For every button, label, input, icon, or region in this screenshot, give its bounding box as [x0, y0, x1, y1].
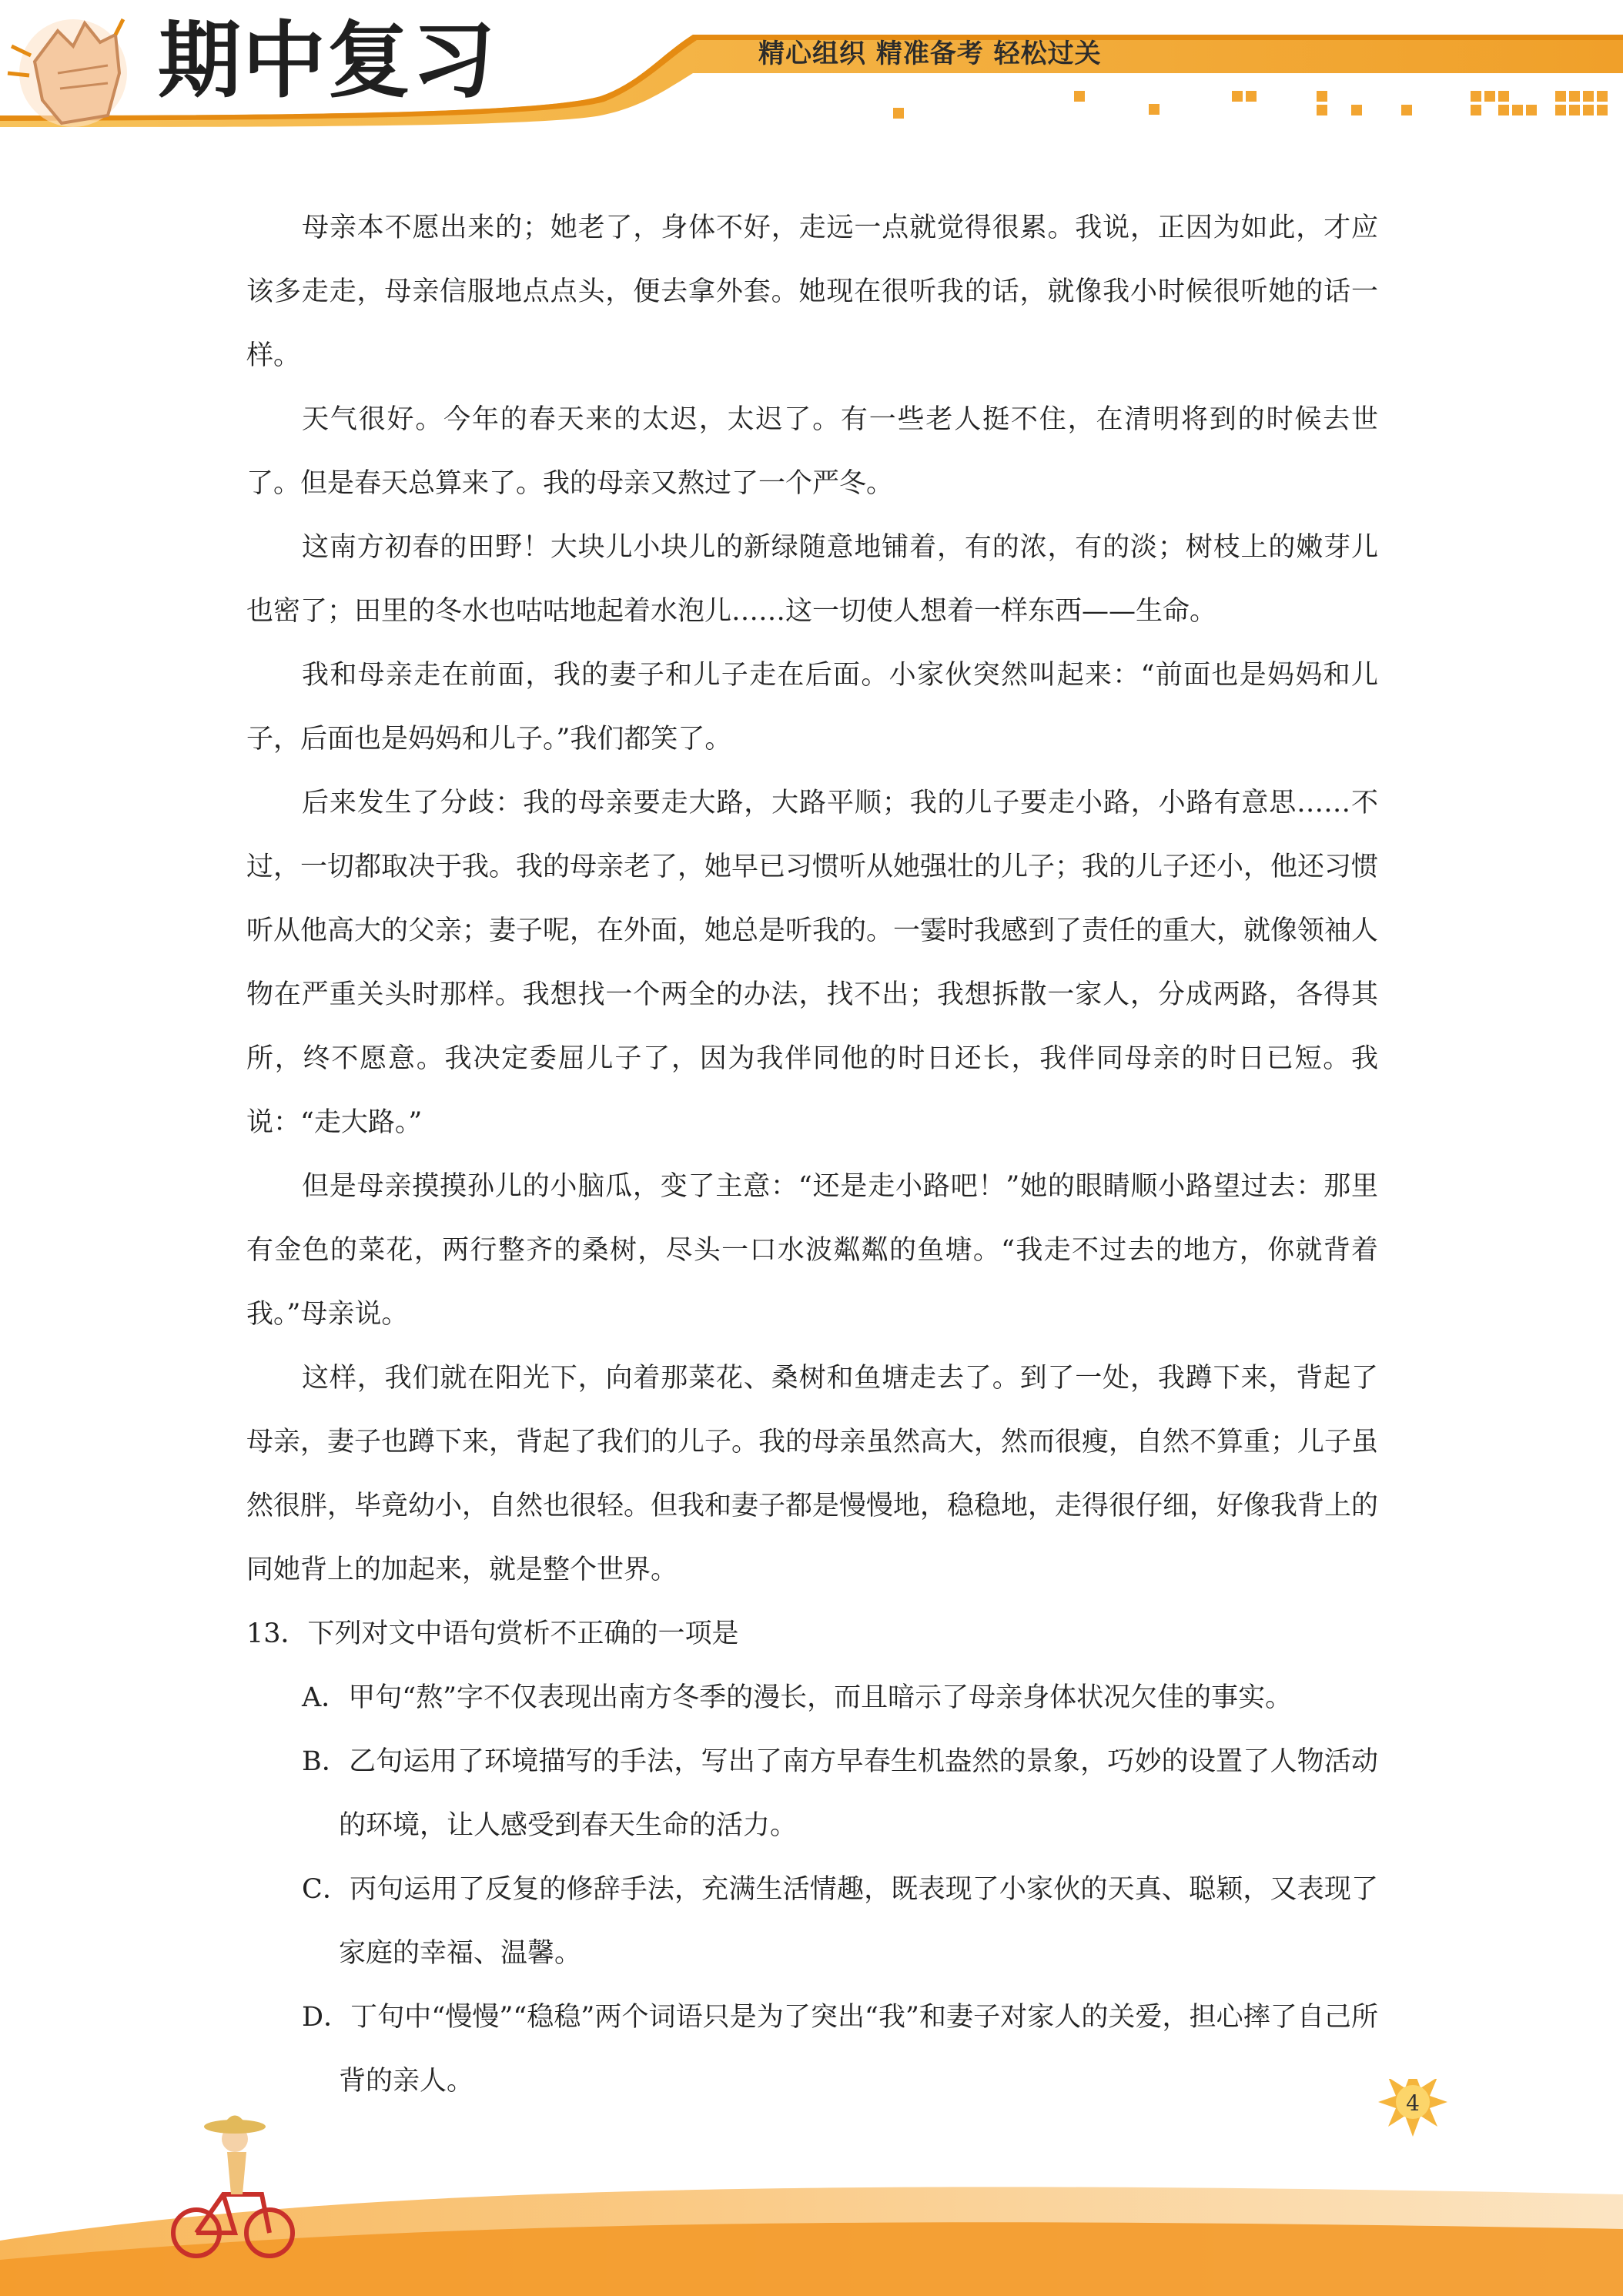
question-option-a: A．甲句“熬”字不仅表现出南方冬季的漫长，而且暗示了母亲身体状况欠佳的事实。: [302, 1682, 1293, 1713]
passage-content: [246, 196, 1378, 2114]
question-option-c: C．丙句运用了反复的修辞手法，充满生活情趣，既表现了小家伙的天真、聪颖，又表现了家庭的幸福、温馨。: [302, 1874, 1378, 1969]
passage-paragraph: 我和母亲走在前面，我的妻子和儿子走在后面。小家伙突然叫起来：“前面也是妈妈和儿子，后面也是妈妈和儿子。”我们都笑了。: [246, 660, 1378, 755]
question-option-b: B．乙句运用了环境描写的手法，写出了南方早春生机盎然的景象，巧妙的设置了人物活动的环境，让人感受到春天生命的活力。: [302, 1746, 1378, 1841]
footer-banner: [0, 2079, 1623, 2296]
question-option-d: D．丁句中“慢慢”“稳稳”两个词语只是为了突出“我”和妻子对家人的关爱，担心摔了自己所背的亲人。: [302, 2002, 1378, 2097]
page-header: [0, 0, 1623, 154]
header-slogan: 精心组织 精准备考 轻松过关: [758, 38, 1102, 69]
passage-paragraph: 后来发生了分歧：我的母亲要走大路，大路平顺；我的儿子要走小路，小路有意思……不过，一切都取决于我。我的母亲老了，她早已习惯听从她强壮的儿子；我的儿子还小，他还习惯听从他高大的父亲；妻子呢，在外面，她总是听我的。一霎时我感到了责任的重大，就像领袖人物在严重关头时那样。我想找一个两全的办法，找不出；我想拆散一家人，分成两路，各得其所，终不愿意。我决定委屈儿子了，因为我伴同他的时日还长，我伴同母亲的时日已短。我说：“走大路。”: [246, 788, 1379, 1138]
passage-paragraph: 天气很好。今年的春天来的太迟，太迟了。有一些老人挺不住，在清明将到的时候去世了。但是春天总算来了。我的母亲又熬过了一个严冬。: [246, 404, 1378, 499]
question-stem: 13．下列对文中语句赏析不正确的一项是: [246, 1618, 739, 1649]
passage-paragraph: 母亲本不愿出来的；她老了，身体不好，走远一点就觉得很累。我说，正因为如此，才应该多走走，母亲信服地点点头，便去拿外套。她现在很听我的话，就像我小时候很听她的话一样。: [246, 213, 1378, 371]
passage-paragraph: 这南方初春的田野！大块儿小块儿的新绿随意地铺着，有的浓，有的淡；树枝上的嫩芽儿也密了；田里的冬水也咕咕地起着水泡儿……这一切使人想着一样东西——生命。: [246, 532, 1378, 627]
passage-paragraph: 但是母亲摸摸孙儿的小脑瓜，变了主意：“还是走小路吧！”她的眼睛顺小路望过去：那里有金色的菜花，两行整齐的桑树，尽头一口水波粼粼的鱼塘。“我走不过去的地方，你就背着我。”母亲说。: [246, 1171, 1378, 1330]
passage-paragraph: 这样，我们就在阳光下，向着那菜花、桑树和鱼塘走去了。到了一处，我蹲下来，背起了母亲，妻子也蹲下来，背起了我们的儿子。我的母亲虽然高大，然而很瘦，自然不算重；儿子虽然很胖，毕竟幼小，自然也很轻。但我和妻子都是慢慢地，稳稳地，走得很仔细，好像我背上的同她背上的加起来，就是整个世界。: [246, 1363, 1379, 1585]
header-title: 期中复习: [158, 13, 497, 109]
page-footer: [0, 2079, 1623, 2296]
page-number: 4: [1406, 2090, 1420, 2116]
fist-icon: [8, 19, 127, 127]
